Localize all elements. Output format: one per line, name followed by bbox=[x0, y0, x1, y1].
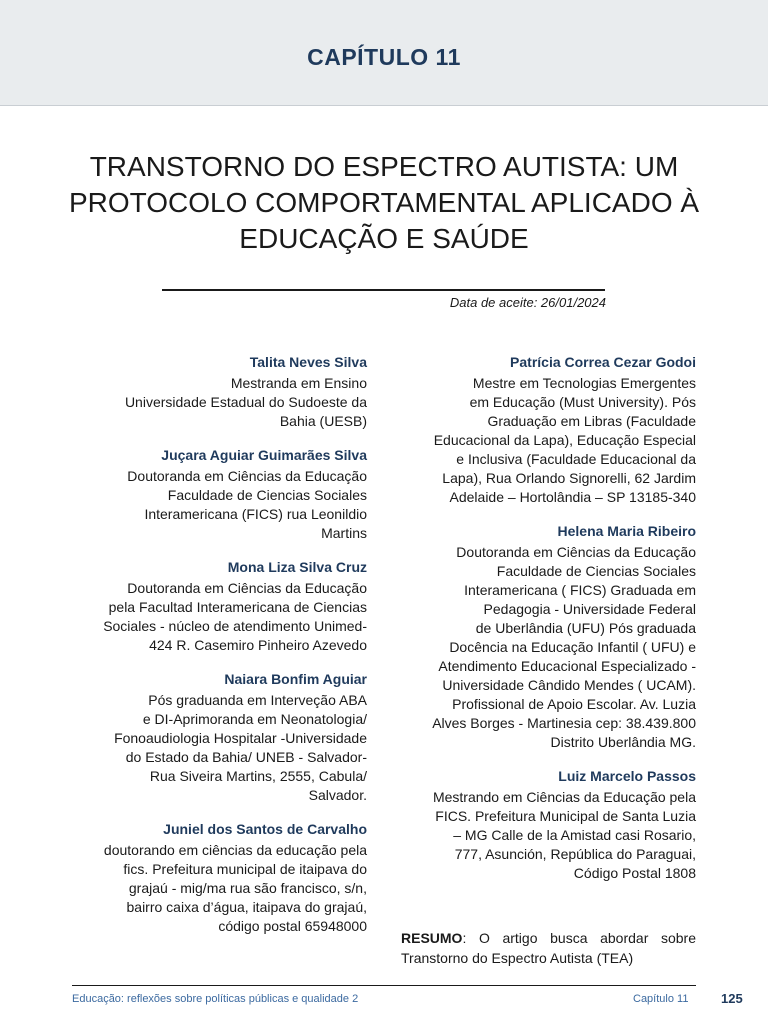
affiliation-line: Interamericana (FICS) rua Leonildio bbox=[144, 506, 367, 522]
affiliation-line: Universidade Estadual do Sudoeste da bbox=[124, 394, 367, 410]
affiliation-line: Rua Siveira Martins, 2555, Cabula/ bbox=[149, 768, 367, 784]
author-affiliation bbox=[398, 543, 696, 752]
affiliation-line: Distrito Uberlândia MG. bbox=[550, 734, 696, 750]
affiliation-line: 424 R. Casemiro Pinheiro Azevedo bbox=[149, 637, 367, 653]
author-name: Mona Liza Silva Cruz bbox=[227, 559, 367, 575]
author-name: Naiara Bonfim Aguiar bbox=[224, 671, 367, 687]
affiliation-line: Doutoranda em Ciências da Educação bbox=[127, 468, 367, 484]
affiliation-line: Profissional de Apoio Escolar. Av. Luzia bbox=[452, 696, 696, 712]
author-affiliation bbox=[69, 841, 367, 936]
affiliation-line: fics. Prefeitura municipal de itaipava do bbox=[123, 861, 367, 877]
title-divider bbox=[162, 289, 605, 291]
author-name: Luiz Marcelo Passos bbox=[558, 768, 696, 784]
affiliation-line: 777, Asunción, República do Paraguai, bbox=[454, 846, 696, 862]
affiliation-line: Mestre em Tecnologias Emergentes bbox=[472, 375, 696, 391]
author-affiliation bbox=[398, 374, 696, 507]
title-line: TRANSTORNO DO ESPECTRO AUTISTA: UM bbox=[89, 150, 679, 182]
affiliation-line: Alves Borges - Martinesia cep: 38.439.800 bbox=[432, 715, 696, 731]
footer-chapter: Capítulo 11 bbox=[633, 993, 689, 1005]
affiliation-line: Atendimento Educacional Especializado - bbox=[438, 658, 696, 674]
affiliation-line: Faculdade de Ciencias Sociales bbox=[496, 563, 696, 579]
affiliation-line: Mestranda em Ensino bbox=[230, 375, 367, 391]
abstract-text: : O artigo busca abordar sobre Transtorno do Espectro Autista (TEA) bbox=[401, 930, 696, 966]
affiliation-line: bairro caixa d’água, itaipava do grajaú, bbox=[126, 899, 367, 915]
affiliation-line: de Uberlândia (UFU) Pós graduada bbox=[475, 620, 696, 636]
affiliation-line: e Inclusiva (Faculdade Educacional da bbox=[456, 451, 696, 467]
author-affiliation bbox=[398, 788, 696, 883]
affiliation-line: em Educação (Must University). Pós bbox=[469, 394, 696, 410]
page-number: 125 bbox=[721, 991, 743, 1006]
author-name: Juniel dos Santos de Carvalho bbox=[163, 821, 367, 837]
chapter-label: CAPÍTULO 11 bbox=[307, 44, 461, 70]
affiliation-line: doutorando em ciências da educação pela bbox=[103, 842, 367, 858]
footer-divider bbox=[72, 985, 696, 986]
affiliation-line: Pós graduanda em Interveção ABA bbox=[148, 692, 367, 708]
author-block bbox=[69, 352, 367, 431]
affiliation-line: Educacional da Lapa), Educação Especial bbox=[433, 432, 696, 448]
author-block bbox=[398, 766, 696, 883]
author-name: Talita Neves Silva bbox=[249, 354, 367, 370]
author-affiliation bbox=[69, 374, 367, 431]
affiliation-line: Doutoranda em Ciências da Educação bbox=[127, 580, 367, 596]
affiliation-line: Sociales - núcleo de atendimento Unimed- bbox=[103, 618, 367, 634]
affiliation-line: Fonoaudiologia Hospitalar -Universidade bbox=[114, 730, 367, 746]
affiliation-line: – MG Calle de la Amistad casi Rosario, bbox=[453, 827, 696, 843]
affiliation-line: Docência na Educação Infantil ( UFU) e bbox=[449, 639, 696, 655]
affiliation-line: Bahia (UESB) bbox=[279, 413, 367, 429]
author-name: Juçara Aguiar Guimarães Silva bbox=[161, 447, 367, 463]
affiliation-line: Código Postal 1808 bbox=[573, 865, 696, 881]
affiliation-line: grajaú - mig/ma rua são francisco, s/n, bbox=[128, 880, 367, 896]
affiliation-line: Salvador. bbox=[308, 787, 367, 803]
authors-left-column bbox=[69, 352, 367, 950]
author-affiliation bbox=[69, 691, 367, 805]
abstract-label: RESUMO bbox=[401, 930, 463, 946]
affiliation-line: Mestrando em Ciências da Educação pela bbox=[432, 789, 696, 805]
author-block bbox=[69, 819, 367, 936]
author-affiliation bbox=[69, 467, 367, 543]
affiliation-line: Pedagogia - Universidade Federal bbox=[483, 601, 696, 617]
affiliation-line: Lapa), Rua Orlando Signorelli, 62 Jardim bbox=[442, 470, 696, 486]
affiliation-line: Adelaide – Hortolândia – SP 13185-340 bbox=[449, 489, 696, 505]
author-name: Patrícia Correa Cezar Godoi bbox=[510, 354, 696, 370]
author-name: Helena Maria Ribeiro bbox=[557, 523, 696, 539]
affiliation-line: Universidade Cândido Mendes ( UCAM). bbox=[442, 677, 696, 693]
affiliation-line: Martins bbox=[321, 525, 367, 541]
title-line: EDUCAÇÃO E SAÚDE bbox=[239, 222, 529, 254]
article-title bbox=[60, 149, 708, 257]
authors-right-column bbox=[398, 352, 696, 897]
accept-date: Data de aceite: 26/01/2024 bbox=[449, 295, 606, 310]
affiliation-line: FICS. Prefeitura Municipal de Santa Luzia bbox=[435, 808, 696, 824]
abstract bbox=[401, 928, 696, 968]
author-block bbox=[69, 445, 367, 543]
author-block bbox=[398, 521, 696, 752]
affiliation-line: do Estado da Bahia/ UNEB - Salvador- bbox=[125, 749, 367, 765]
author-block bbox=[69, 669, 367, 805]
affiliation-line: Interamericana ( FICS) Graduada em bbox=[464, 582, 696, 598]
affiliation-line: Graduação em Libras (Faculdade bbox=[487, 413, 696, 429]
footer-book-title: Educação: reflexões sobre políticas públicas e qualidade 2 bbox=[72, 993, 359, 1005]
affiliation-line: e DI-Aprimoranda em Neonatologia/ bbox=[142, 711, 367, 727]
affiliation-line: Faculdade de Ciencias Sociales bbox=[167, 487, 367, 503]
author-block bbox=[69, 557, 367, 655]
affiliation-line: código postal 65948000 bbox=[218, 918, 367, 934]
author-affiliation bbox=[69, 579, 367, 655]
author-block bbox=[398, 352, 696, 507]
affiliation-line: Doutoranda em Ciências da Educação bbox=[456, 544, 696, 560]
affiliation-line: pela Facultad Interamericana de Ciencias bbox=[108, 599, 367, 615]
title-line: PROTOCOLO COMPORTAMENTAL APLICADO À bbox=[68, 186, 700, 218]
